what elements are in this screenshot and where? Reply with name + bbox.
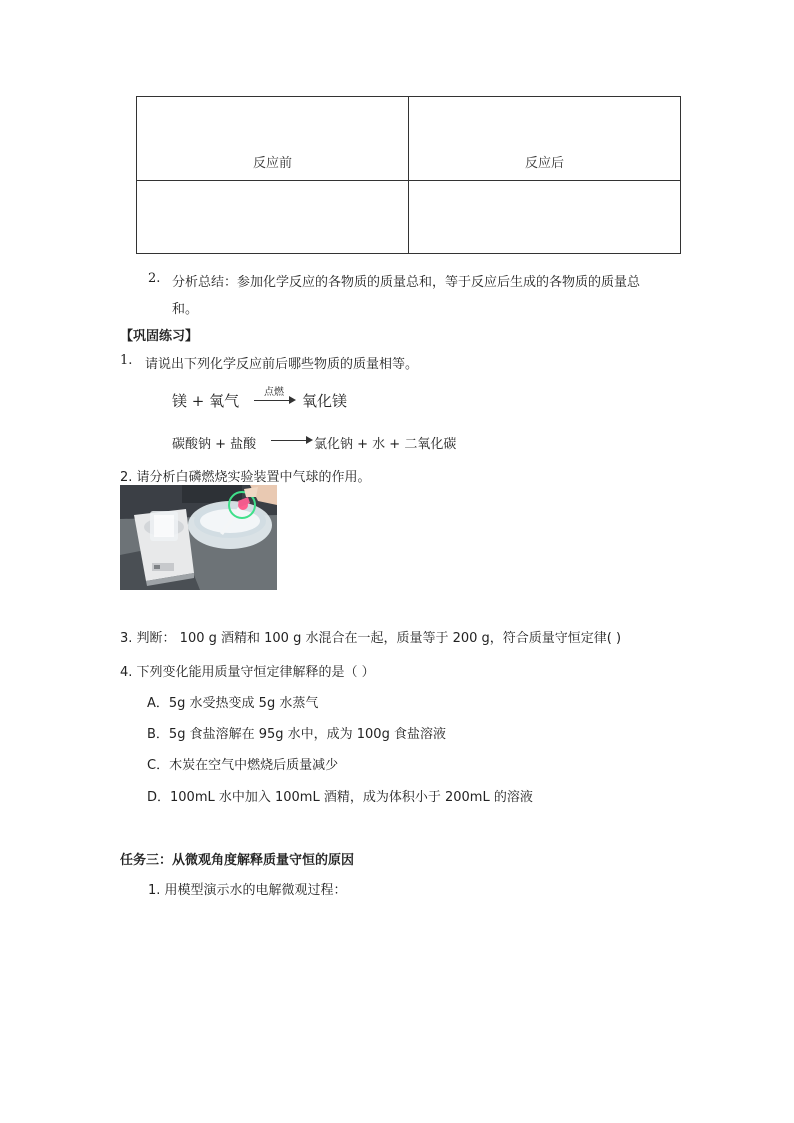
cell-after xyxy=(409,181,681,254)
task3-item-1: 1. 用模型演示水的电解微观过程： xyxy=(148,883,347,898)
eq2-arrow xyxy=(271,435,315,445)
cell-before xyxy=(137,181,409,254)
q4-option-d: D．100mL 水中加入 100mL 酒精，成为体积小于 200mL 的溶液 xyxy=(147,790,533,805)
experiment-photo xyxy=(120,485,277,590)
summary-line-2: 和。 xyxy=(172,302,199,317)
task3-heading: 任务三：从微观角度解释质量守恒的原因 xyxy=(120,853,355,868)
practice-heading: 【巩固练习】 xyxy=(120,329,199,344)
summary-line-1: 分析总结：参加化学反应的各物质的质量总和，等于反应后生成的各物质的质量总 xyxy=(172,275,641,290)
q1-text: 请说出下列化学反应前后哪些物质的质量相等。 xyxy=(145,357,419,372)
q3-text: 3. 判断： 100 g 酒精和 100 g 水混合在一起，质量等于 200 g，符合质量守恒定律( ) xyxy=(120,631,622,646)
eq1-arrow xyxy=(252,383,296,407)
eq2-products: 氯化钠 + 水 + 二氧化碳 xyxy=(314,437,457,452)
header-before: 反应前 xyxy=(137,97,409,181)
eq1-condition: 点燃 xyxy=(264,387,284,398)
header-after: 反应后 xyxy=(409,97,681,181)
q2-text: 2. 请分析白磷燃烧实验装置中气球的作用。 xyxy=(120,470,371,485)
q4-option-b: B．5g 食盐溶解在 95g 水中，成为 100g 食盐溶液 xyxy=(147,727,446,742)
q4-text: 4. 下列变化能用质量守恒定律解释的是（ ） xyxy=(120,665,375,680)
q4-option-c: C．木炭在空气中燃烧后质量减少 xyxy=(147,758,339,773)
q1-number: 1. xyxy=(120,353,133,368)
eq1-product: 氧化镁 xyxy=(302,392,348,410)
eq2-reactants: 碳酸钠 + 盐酸 xyxy=(172,437,257,452)
q4-option-a: A．5g 水受热变成 5g 水蒸气 xyxy=(147,696,319,711)
summary-number: 2. xyxy=(148,271,161,286)
eq1-reactants: 镁 + 氧气 xyxy=(172,392,240,410)
comparison-table xyxy=(136,96,681,254)
